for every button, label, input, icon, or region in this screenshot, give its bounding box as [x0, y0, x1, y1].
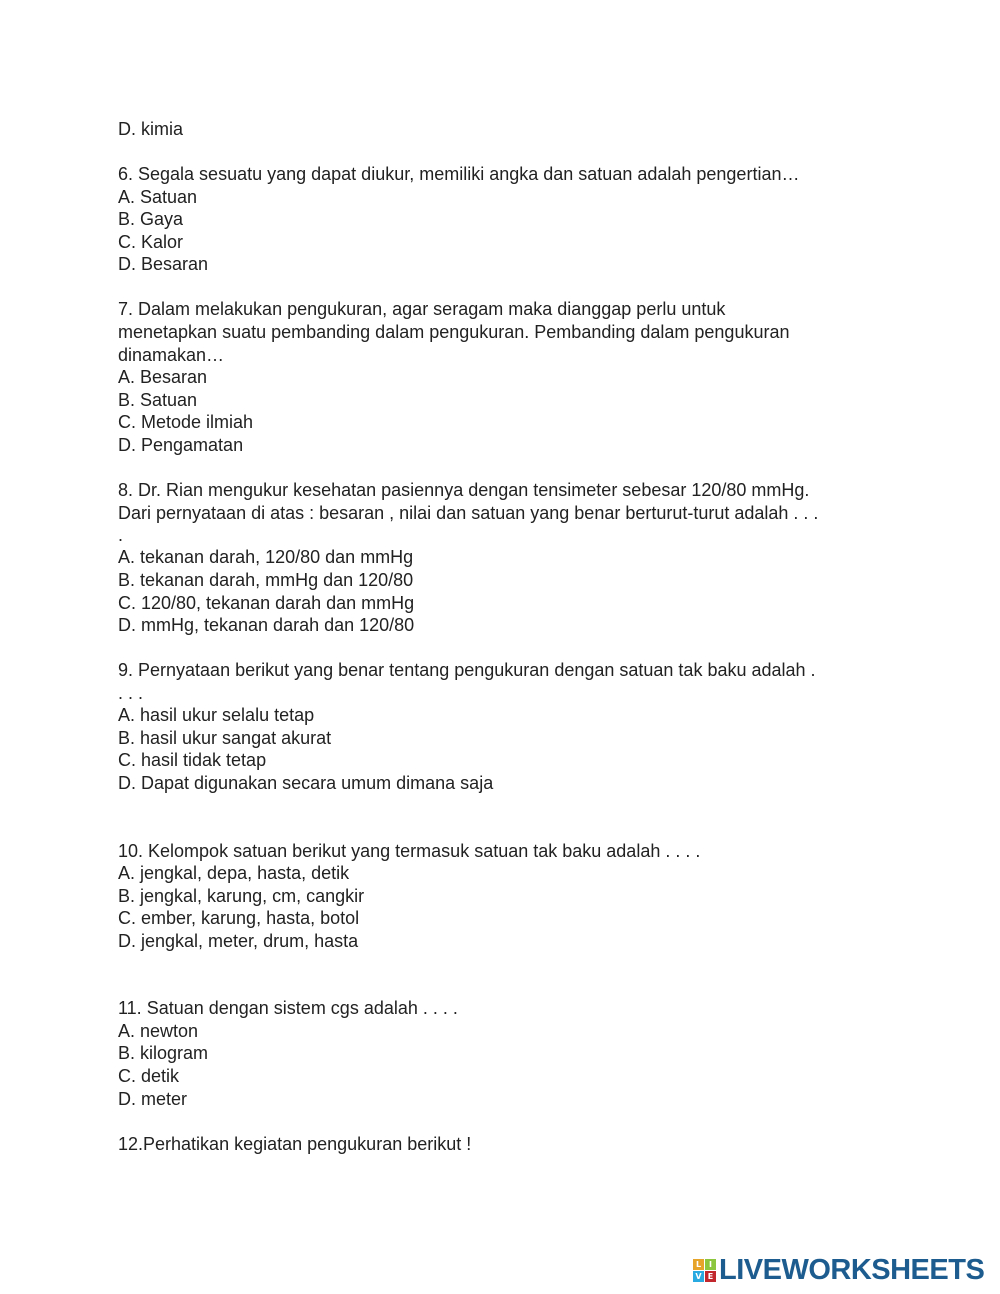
logo-square: E: [705, 1271, 716, 1282]
option-line: A. hasil ukur selalu tetap: [118, 705, 315, 725]
option-line: B. jengkal, karung, cm, cangkir: [118, 886, 365, 906]
logo-square: V: [693, 1271, 704, 1282]
option-line: D. mmHg, tekanan darah dan 120/80: [118, 615, 415, 635]
option-line: D. Besaran: [118, 254, 209, 274]
option-line: B. kilogram: [118, 1043, 209, 1063]
option-line: D. Dapat digunakan secara umum dimana saja: [118, 773, 494, 793]
option-line: D. jengkal, meter, drum, hasta: [118, 931, 359, 951]
option-line: C. 120/80, tekanan darah dan mmHg: [118, 593, 415, 613]
question-7-cont: dinamakan…: [118, 345, 225, 365]
option-line: C. Kalor: [118, 232, 184, 252]
option-line: A. tekanan darah, 120/80 dan mmHg: [118, 547, 414, 567]
option-line: C. detik: [118, 1066, 180, 1086]
option-line: B. tekanan darah, mmHg dan 120/80: [118, 570, 414, 590]
question-11: 11. Satuan dengan sistem cgs adalah . . . .: [118, 998, 458, 1018]
option-line: D. Pengamatan: [118, 435, 244, 455]
question-6: 6. Segala sesuatu yang dapat diukur, memiliki angka dan satuan adalah pengertian…: [118, 164, 800, 184]
option-line: B. Gaya: [118, 209, 184, 229]
question-12: 12.Perhatikan kegiatan pengukuran berikut !: [118, 1134, 472, 1154]
option-line: A. jengkal, depa, hasta, detik: [118, 863, 350, 883]
option-line: C. ember, karung, hasta, botol: [118, 908, 360, 928]
logo-square: L: [693, 1259, 704, 1270]
question-10: 10. Kelompok satuan berikut yang termasuk satuan tak baku adalah . . . .: [118, 841, 701, 861]
question-8-cont: .: [118, 525, 124, 545]
option-line: B. Satuan: [118, 390, 198, 410]
question-9: 9. Pernyataan berikut yang benar tentang pengukuran dengan satuan tak baku adalah .: [118, 660, 816, 680]
logo-text: LIVEWORKSHEETS: [719, 1254, 985, 1286]
option-line: D. meter: [118, 1089, 188, 1109]
option-line: A. Satuan: [118, 187, 198, 207]
text-line: D. kimia: [118, 119, 184, 139]
option-line: C. hasil tidak tetap: [118, 750, 267, 770]
option-line: A. newton: [118, 1021, 199, 1041]
option-line: C. Metode ilmiah: [118, 412, 254, 432]
option-line: B. hasil ukur sangat akurat: [118, 728, 332, 748]
liveworksheets-logo: [693, 1255, 984, 1285]
question-7: 7. Dalam melakukan pengukuran, agar seragam maka dianggap perlu untuk: [118, 299, 726, 319]
question-8-cont: Dari pernyataan di atas : besaran , nilai dan satuan yang benar berturut-turut adalah . . .: [118, 503, 819, 523]
question-9-cont: . . .: [118, 683, 144, 703]
logo-squares-icon: [693, 1259, 716, 1282]
question-8: 8. Dr. Rian mengukur kesehatan pasiennya dengan tensimeter sebesar 120/80 mmHg.: [118, 480, 810, 500]
option-line: A. Besaran: [118, 367, 208, 387]
question-7-cont: menetapkan suatu pembanding dalam pengukuran. Pembanding dalam pengukuran: [118, 322, 790, 342]
logo-square: I: [705, 1259, 716, 1270]
